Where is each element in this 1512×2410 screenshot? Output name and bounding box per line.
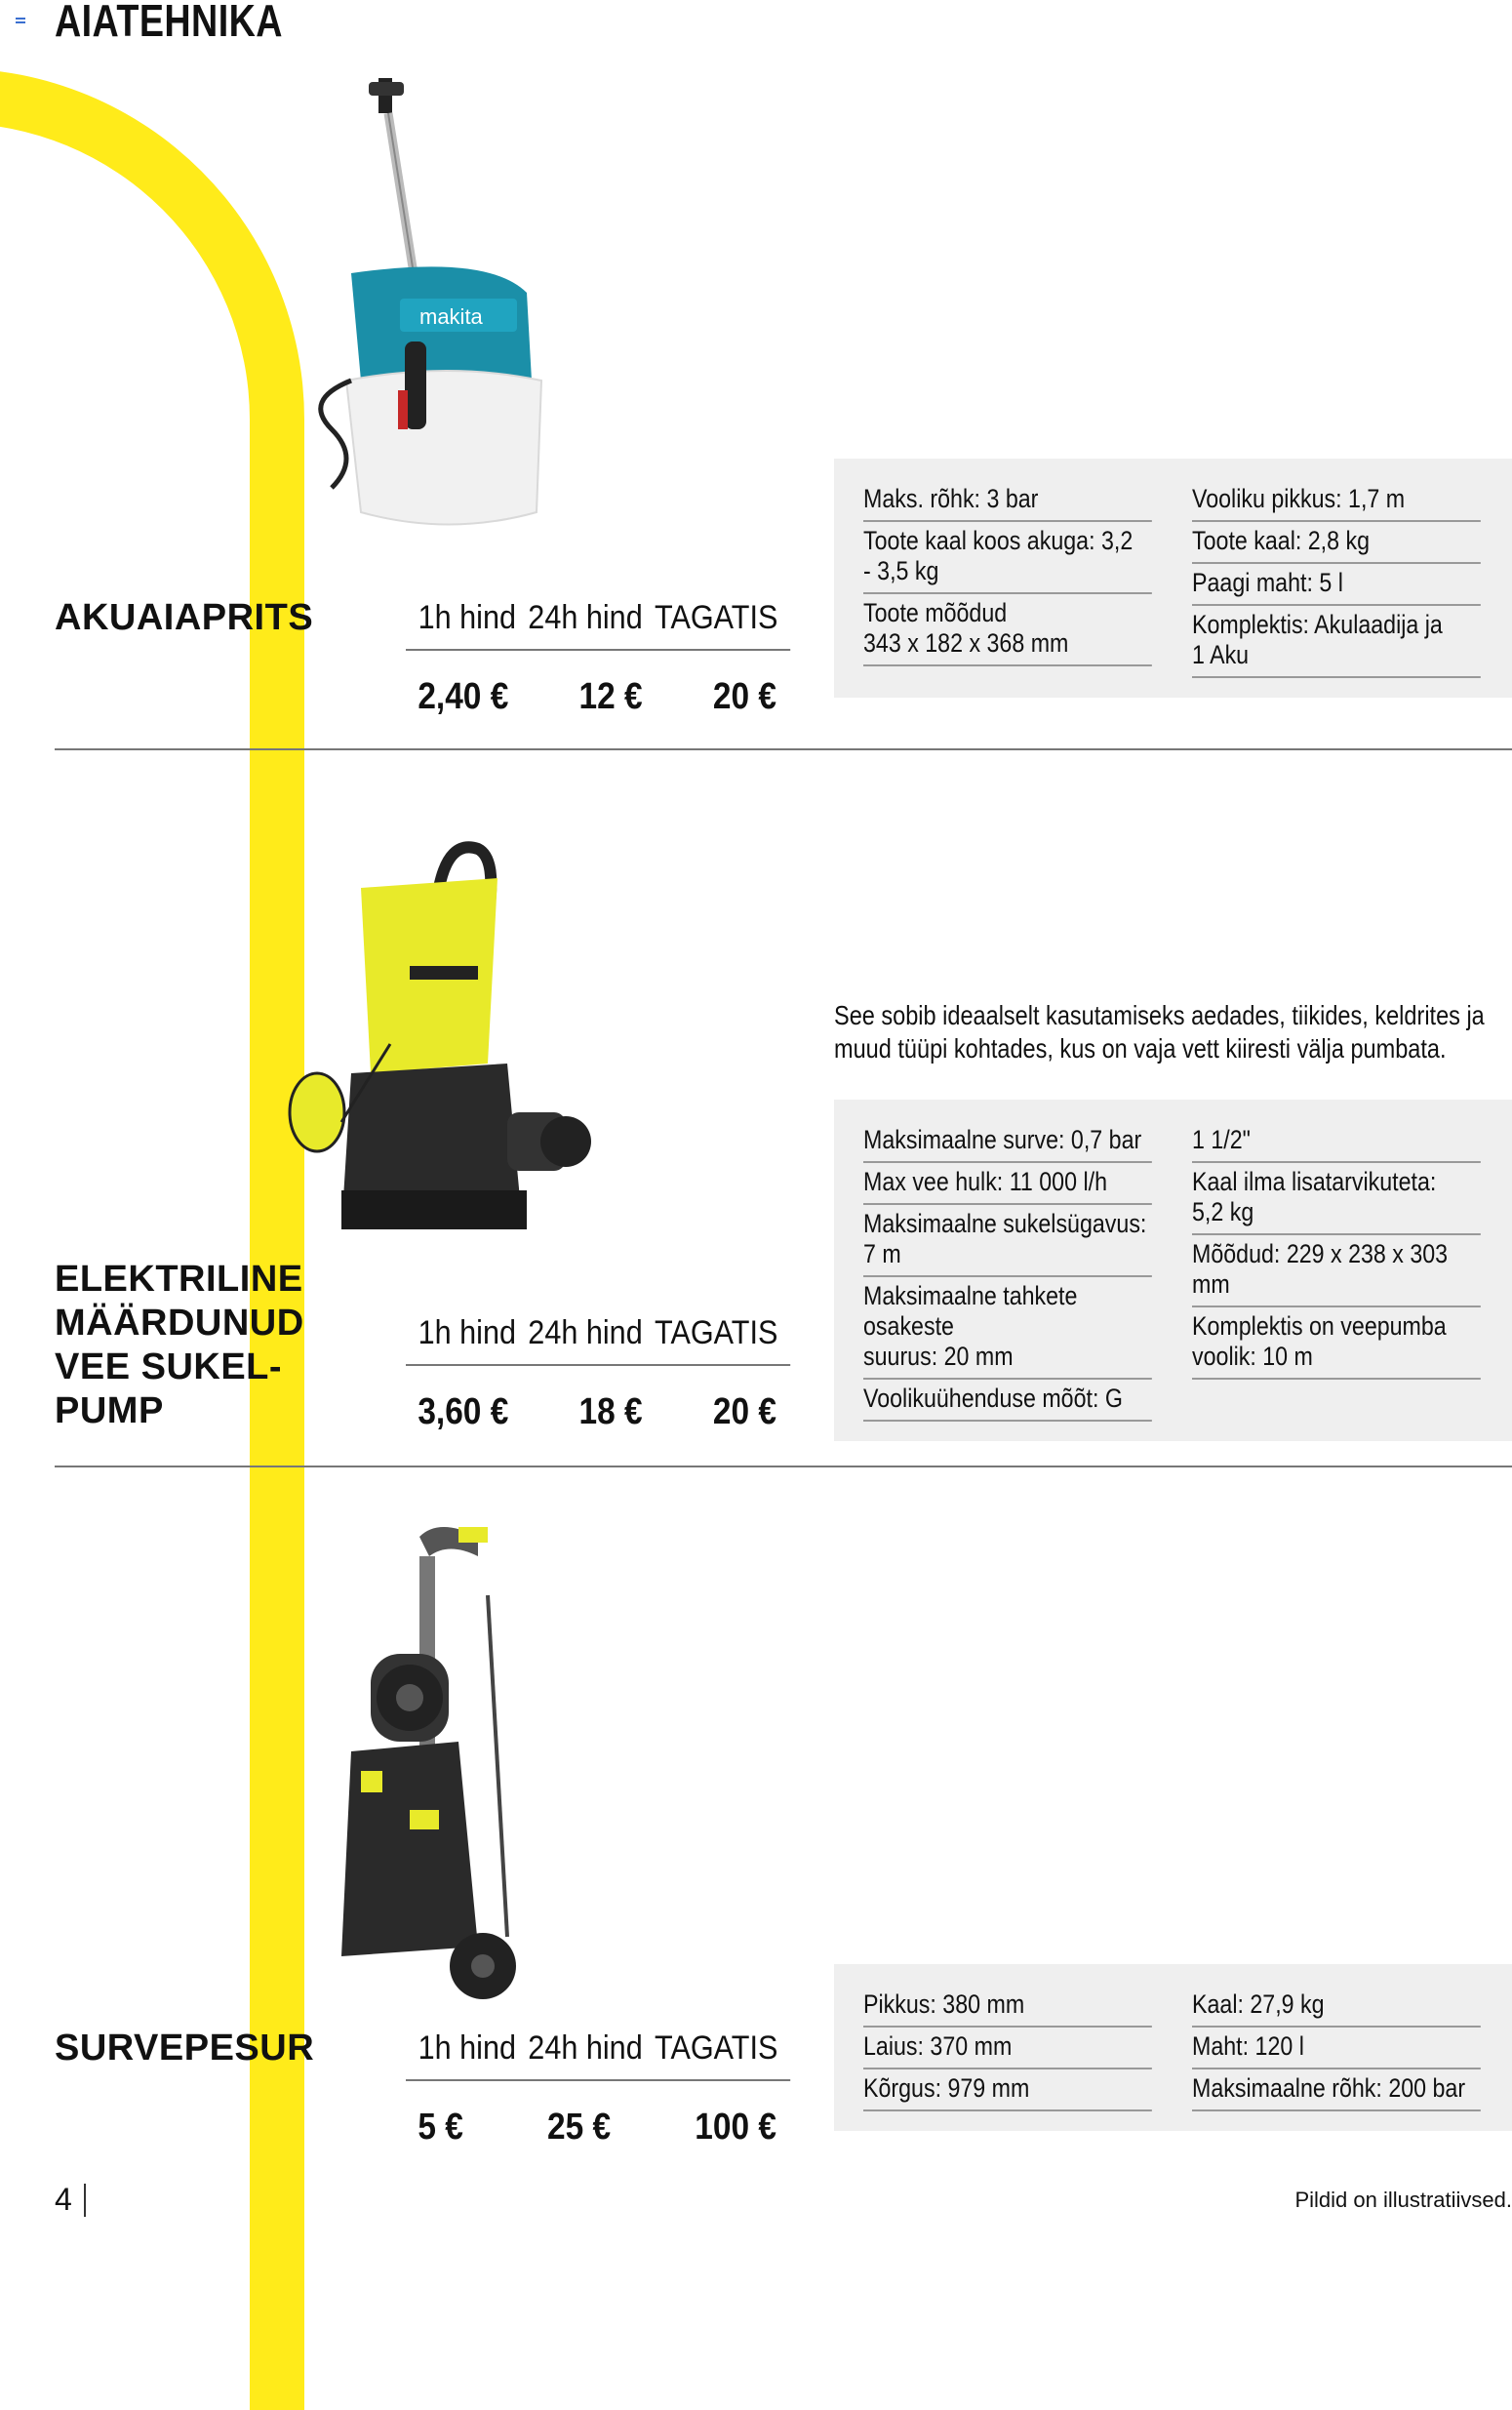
- spec-item: Kaal: 27,9 kg: [1192, 1986, 1481, 2028]
- spec-item: Kõrgus: 979 mm: [863, 2069, 1152, 2111]
- deposit-label: TAGATIS: [655, 1314, 778, 1351]
- spec-item: Kaal ilma lisatarvikuteta: 5,2 kg: [1192, 1163, 1481, 1235]
- menu-icon: [16, 18, 25, 27]
- spec-column-right: [1192, 1121, 1482, 1422]
- deposit-value: 20 €: [712, 676, 776, 717]
- spec-item: Pikkus: 380 mm: [863, 1986, 1152, 2028]
- spec-item: Toote kaal koos akuga: 3,2 - 3,5 kg: [863, 522, 1152, 594]
- spec-panel: [834, 1100, 1512, 1441]
- spec-item: 1 1/2": [1192, 1121, 1481, 1163]
- page-number-separator: [84, 2184, 86, 2217]
- spec-column-left: [863, 1121, 1153, 1422]
- svg-text:makita: makita: [419, 304, 483, 329]
- price-table: [406, 599, 794, 718]
- spec-panel: [834, 1964, 1512, 2131]
- product-name: SURVEPESUR: [55, 2028, 315, 2069]
- price-24h-label: 24h hind: [528, 2029, 643, 2067]
- price-24h-label: 24h hind: [528, 599, 643, 636]
- spec-item: Maksimaalne tahkete osakeste suurus: 20 mm: [863, 1277, 1152, 1380]
- product-description: See sobib ideaalselt kasutamiseks aedades, tiikides, keldrites ja muud tüüpi kohtades, kus on vaja vett kiiresti välja pumbata.: [834, 1000, 1485, 1064]
- pump-image: [283, 829, 605, 1278]
- spec-item: Maks. rõhk: 3 bar: [863, 480, 1152, 522]
- section-divider: [55, 1466, 1512, 1467]
- page-title: AIATEHNIKA: [55, 0, 283, 46]
- spec-item: Mõõdud: 229 x 238 x 303 mm: [1192, 1235, 1481, 1307]
- spec-column-left: [863, 480, 1153, 678]
- price-table: [406, 1314, 794, 1433]
- spec-item: Toote kaal: 2,8 kg: [1192, 522, 1481, 564]
- spec-item: Laius: 370 mm: [863, 2028, 1152, 2069]
- spec-panel: [834, 459, 1512, 698]
- price-header-row: [406, 1314, 790, 1366]
- price-1h-value: 2,40 €: [418, 676, 509, 717]
- deposit-value: 100 €: [695, 2107, 776, 2148]
- deposit-value: 20 €: [712, 1391, 776, 1432]
- spec-column-right: [1192, 480, 1482, 678]
- spec-item: Komplektis: Akulaadija ja 1 Aku: [1192, 606, 1481, 678]
- price-24h-value: 18 €: [578, 1391, 643, 1432]
- product-name: AKUAIAPRITS: [55, 597, 314, 638]
- deposit-label: TAGATIS: [655, 599, 778, 636]
- spec-item: Maht: 120 l: [1192, 2028, 1481, 2069]
- spec-item: Voolikuühenduse mõõt: G: [863, 1380, 1152, 1422]
- spec-item: Max vee hulk: 11 000 l/h: [863, 1163, 1152, 1205]
- price-table: [406, 2029, 794, 2149]
- spec-item: Maksimaalne sukelsügavus: 7 m: [863, 1205, 1152, 1277]
- spec-item: Maksimaalne rõhk: 200 bar: [1192, 2069, 1481, 2111]
- spec-column-left: [863, 1986, 1153, 2111]
- price-value-row: [406, 1366, 788, 1433]
- price-1h-label: 1h hind: [418, 1314, 516, 1351]
- price-value-row: [406, 2081, 788, 2149]
- spec-item: Maksimaalne surve: 0,7 bar: [863, 1121, 1152, 1163]
- price-24h-label: 24h hind: [528, 1314, 643, 1351]
- price-1h-value: 3,60 €: [418, 1391, 509, 1432]
- footer-note: Pildid on illustratiivsed.: [1294, 2188, 1512, 2212]
- price-24h-value: 12 €: [578, 676, 643, 717]
- sprayer-image: [293, 68, 566, 576]
- spec-item: Vooliku pikkus: 1,7 m: [1192, 480, 1481, 522]
- pressure-washer-image: [312, 1517, 546, 2025]
- page-number: 4: [55, 2182, 72, 2217]
- section-divider: [55, 748, 1512, 750]
- spec-item: Komplektis on veepumba voolik: 10 m: [1192, 1307, 1481, 1380]
- spec-item: Toote mõõdud 343 x 182 x 368 mm: [863, 594, 1152, 666]
- spec-column-right: [1192, 1986, 1482, 2111]
- price-1h-label: 1h hind: [418, 599, 516, 636]
- price-value-row: [406, 651, 788, 718]
- spec-item: Paagi maht: 5 l: [1192, 564, 1481, 606]
- price-1h-label: 1h hind: [418, 2029, 516, 2067]
- price-header-row: [406, 599, 790, 651]
- product-name: ELEKTRILINE MÄÄRDUNUD VEE SUKEL- PUMP: [55, 1259, 304, 1431]
- deposit-label: TAGATIS: [655, 2029, 778, 2067]
- price-header-row: [406, 2029, 790, 2081]
- price-24h-value: 25 €: [546, 2107, 612, 2148]
- price-1h-value: 5 €: [418, 2107, 463, 2148]
